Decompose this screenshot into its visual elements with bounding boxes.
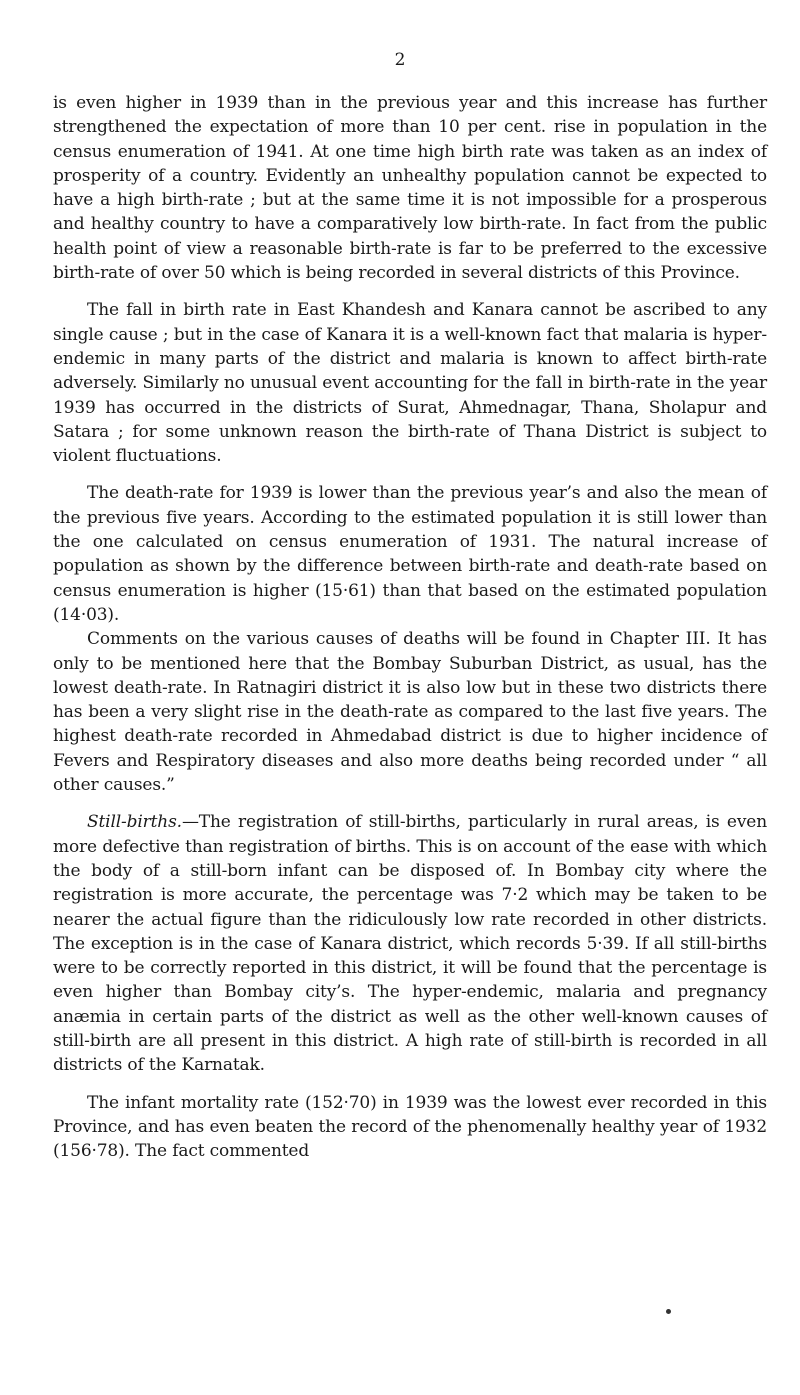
paragraph-death-rate <box>53 481 767 627</box>
paragraph-birth-rate-continuation <box>53 91 767 285</box>
paragraph-causes-of-death <box>53 627 767 797</box>
ink-dot-mark <box>666 1309 671 1314</box>
paragraph-text: The fall in birth rate in East Khandesh and Kanara cannot be ascribed to any single cause ; but in the case of Kanara it is a well-known fact that malaria is hyper-endemic in many parts of the district and malaria is known to affect birth-rate adversely. Similarly no unusual event accounting for the fall in birth-rate in the year 1939 has occurred in the districts of Surat, Ahmednagar, Thana, Sholapur and Satara ; for some unknown reason the birth-rate of Thana District is subject to violent fluctuations. <box>53 300 768 467</box>
paragraph-text: —The registration of still-births, particularly in rural areas, is even more defective than registration of births. This is on account of the ease with which the body of a still-born infant can be disposed of. In Bombay city where the registration is more accurate, the percentage was 7·2 which may be taken to be nearer the actual figure than the ridiculously low rate recorded in other districts. The exception is in the case of Kanara district, which records 5·39. If all still-births were to be correctly reported in this district, it will be found that the percentage is even higher than Bombay city’s. The hyper-endemic, malaria and pregnancy anæmia in certain parts of the district as well as the other well-known causes of still-birth are all present in this district. A high rate of still-birth is recorded in all districts of the Karnatak. <box>53 812 767 1076</box>
paragraph-text: is even higher in 1939 than in the previous year and this increase has further strengthened the expectation of more than 10 per cent. rise in population in the census enumeration of 1941. At one time high birth rate was taken as an index of prosperity of a country. Evidently an unhealthy population cannot be expected to have a high birth-rate ; but at the same time it is not impossible for a prosperous and healthy country to have a comparatively low birth-rate. In fact from the public health point of view a reasonable birth-rate is far to be preferred to the excessive birth-rate of over 50 which is being recorded in several districts of this Province. <box>53 93 767 284</box>
body-text <box>53 91 767 1176</box>
section-lead-still-births: Still-births. <box>87 812 182 833</box>
paragraph-still-births <box>53 810 767 1077</box>
paragraph-infant-mortality <box>53 1091 767 1164</box>
paragraph-birth-rate-fall <box>53 298 767 468</box>
paragraph-text: The death-rate for 1939 is lower than the previous year’s and also the mean of the previous five years. According to the estimated population it is still lower than the one calculated on census enumeration of 1931. The natural increase of population as shown by the difference between birth-rate and death-rate based on census enumeration is higher (15·61) than that based on the estimated population (14·03). <box>53 483 767 625</box>
paragraph-text: Comments on the various causes of deaths will be found in Chapter III. It has only to be mentioned here that the Bombay Suburban District, as usual, has the lowest death-rate. In Ratnagiri district it is also low but in these two districts there has been a very slight rise in the death-rate as compared to the last five years. The highest death-rate recorded in Ahmedabad district is due to higher incidence of Fevers and Respiratory diseases and also more deaths being recorded under “ all other causes.” <box>53 629 767 796</box>
page-number: 2 <box>394 50 406 70</box>
paragraph-text: The infant mortality rate (152·70) in 1939 was the lowest ever recorded in this Province, and has even beaten the record of the phenomenally healthy year of 1932 (156·78). The fact commented <box>53 1092 767 1162</box>
